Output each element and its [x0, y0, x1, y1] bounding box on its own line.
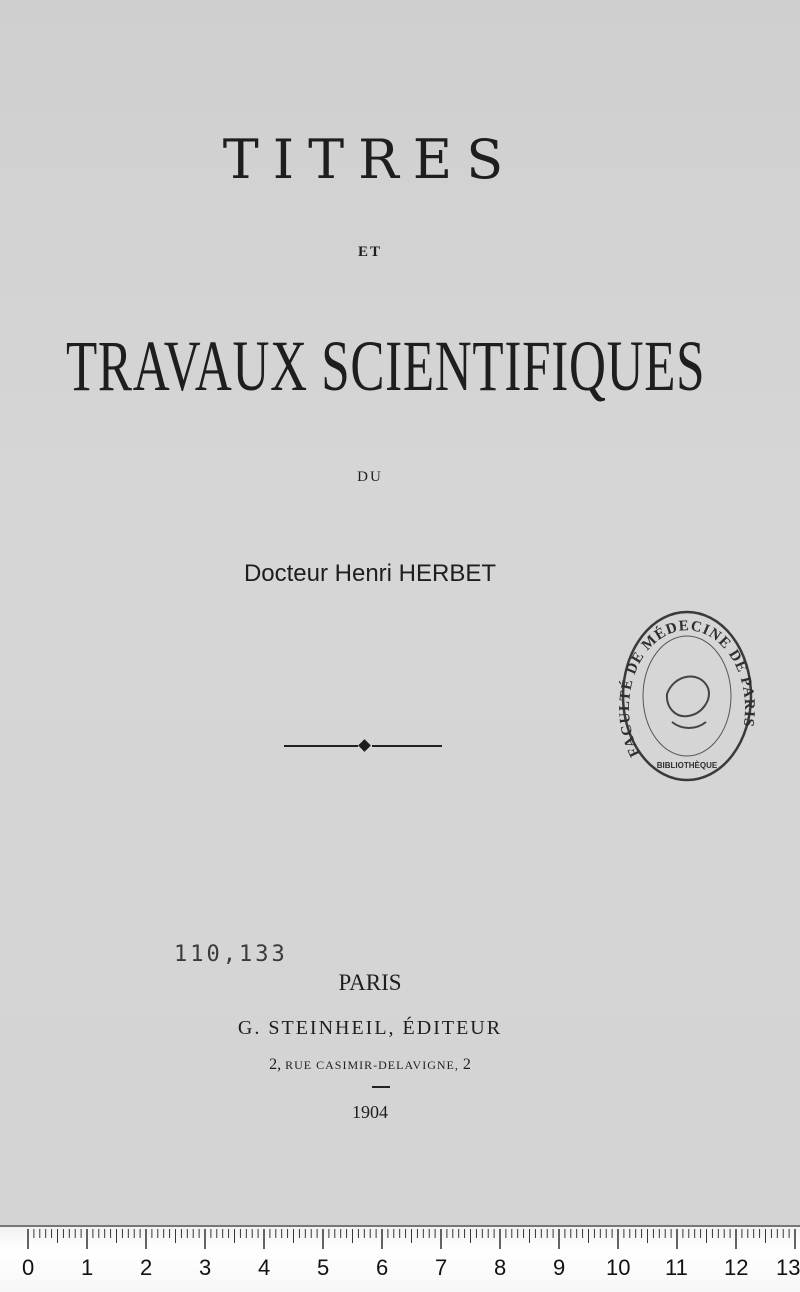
ornament-divider	[284, 738, 444, 754]
title-connector: ET	[357, 244, 382, 260]
title-line-1: TITRES	[222, 128, 518, 191]
imprint-publisher: G. STEINHEIL, ÉDITEUR	[237, 1017, 503, 1039]
imprint-city: PARIS	[338, 970, 402, 995]
stamp-text: FACULTÉ DE MÉDECINE DE PARIS	[616, 618, 758, 760]
library-stamp	[612, 604, 762, 790]
ruler-label: 6	[376, 1255, 389, 1280]
ruler-label: 10	[606, 1255, 631, 1280]
ruler-label: 9	[553, 1255, 566, 1280]
stamp-subtext: BIBLIOTHÈQUE	[656, 761, 718, 770]
measurement-ruler	[0, 1225, 800, 1292]
title-preposition: DU	[357, 469, 383, 485]
address-street: RUE CASIMIR-DELAVIGNE,	[285, 1058, 459, 1072]
title-line-2: TRAVAUX SCIENTIFIQUES	[66, 326, 706, 406]
imprint-year: 1904	[352, 1102, 388, 1122]
address-number-left: 2,	[269, 1056, 282, 1073]
ruler-label: 8	[494, 1255, 507, 1280]
ruler-ticks	[0, 1227, 800, 1257]
ruler-label: 3	[199, 1255, 212, 1280]
diamond-icon	[358, 739, 371, 752]
shelfmark-number: 110,133	[174, 942, 288, 967]
ruler-label: 12	[724, 1255, 749, 1280]
svg-text:FACULTÉ DE MÉDECINE DE PARIS	[617, 618, 757, 759]
ruler-label: 5	[317, 1255, 330, 1280]
ruler-label: 1	[81, 1255, 94, 1280]
short-rule	[372, 1086, 390, 1088]
address-number-right: 2	[462, 1056, 471, 1073]
ruler-label: 7	[435, 1255, 448, 1280]
ruler-label: 2	[140, 1255, 153, 1280]
author-name: Docteur Henri HERBET	[243, 560, 497, 587]
ruler-label: 0	[22, 1255, 35, 1280]
ruler-label: 13	[776, 1255, 800, 1280]
imprint-address	[0, 1056, 740, 1074]
ruler-label: 11	[665, 1255, 688, 1280]
ruler-label: 4	[258, 1255, 271, 1280]
